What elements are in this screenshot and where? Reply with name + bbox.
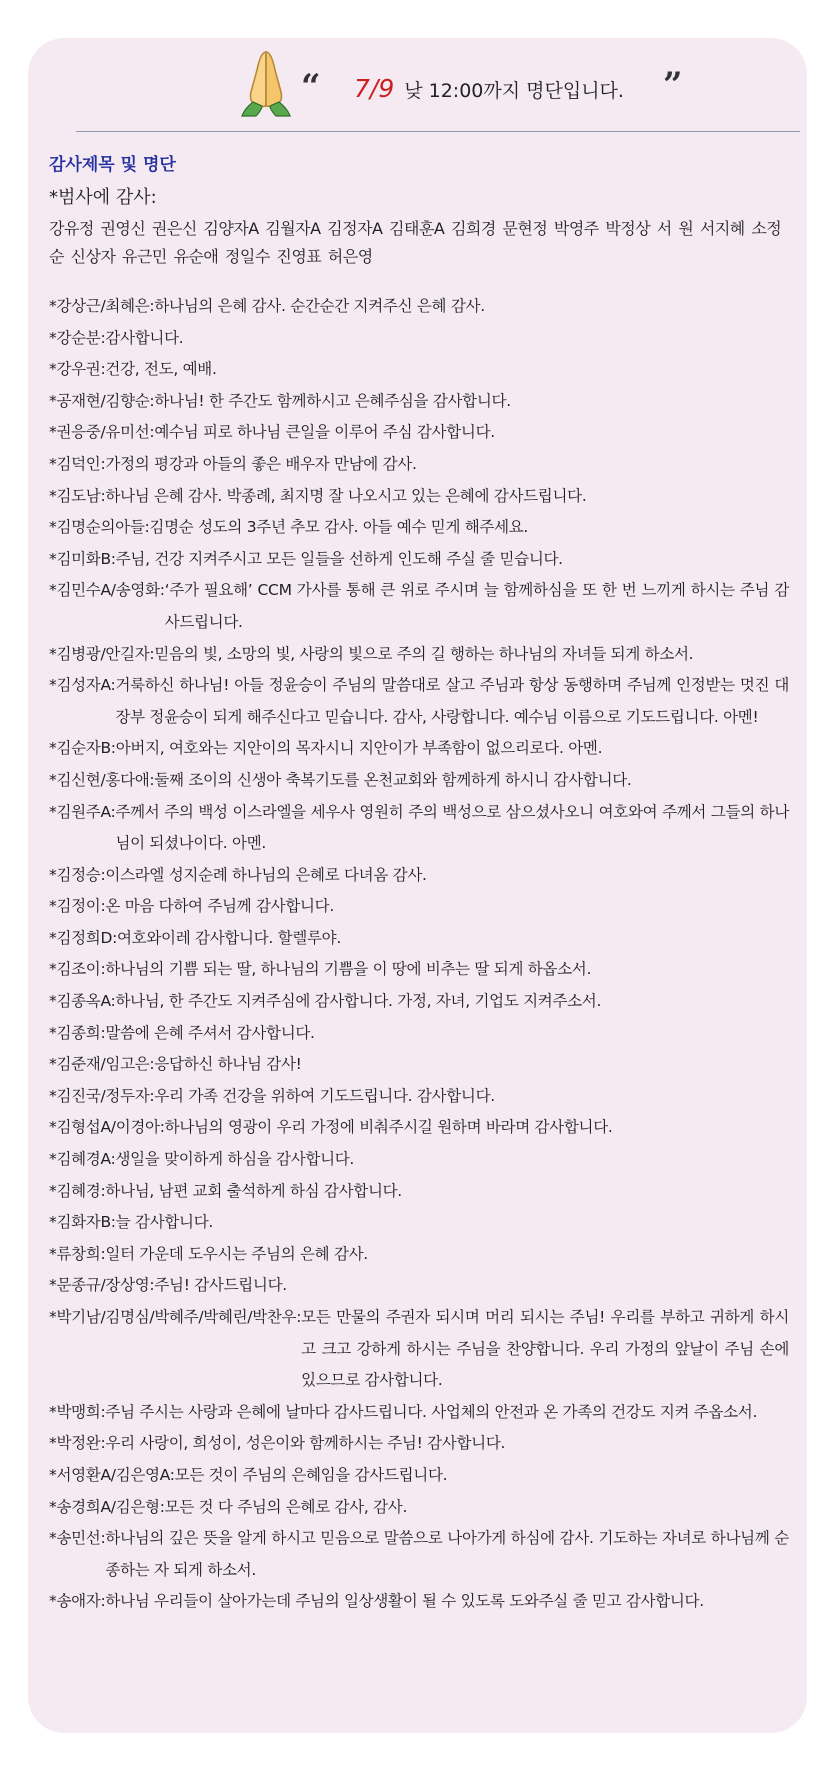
entry-name: *김준재/임고은: [49,1055,155,1074]
list-item [49,765,789,797]
entry-message: 하나님, 한 주간도 지켜주심에 감사합니다. 가정, 자녀, 기업도 지켜주소서. [115,992,602,1011]
entry-message: 주님, 건강 지켜주시고 모든 일들을 선하게 인도해 주실 줄 믿습니다. [115,549,563,568]
list-item [49,1397,789,1429]
divider [76,131,800,132]
entry-name: *송애자: [49,1592,106,1611]
list-item [49,1492,789,1524]
list-item [49,386,789,418]
entry-message: 가정의 평강과 아들의 좋은 배우자 만남에 감사. [105,454,417,473]
list-item [49,1081,789,1113]
list-item [49,1144,789,1176]
entry-name: *김원주A: [49,802,116,821]
entry-message: 모든 것 다 주님의 은혜로 감사, 감사. [164,1497,408,1516]
entry-message: 응답하신 하나님 감사! [154,1055,302,1074]
list-item [49,544,789,576]
entry-message: 우리 가족 건강을 위하여 기도드립니다. 감사합니다. [154,1086,495,1105]
entry-name: *강순분: [49,328,106,347]
entry-message: 모든 것이 주님의 은혜임을 감사드립니다. [174,1465,448,1484]
entry-name: *서영환A/김은영A: [49,1465,175,1484]
list-item [49,1523,789,1586]
entry-name: *김덕인: [49,454,106,473]
entry-list [49,291,789,1618]
entry-message: 말씀에 은혜 주셔서 감사합니다. [105,1023,315,1042]
list-item [49,1176,789,1208]
list-item [49,1302,789,1397]
list-item [49,417,789,449]
entry-message: 이스라엘 성지순례 하나님의 은혜로 다녀옴 감사. [105,865,427,884]
entry-name: *박맹희: [49,1402,106,1421]
entry-message: 거룩하신 하나님! 아들 정윤승이 주님의 말씀대로 살고 주님과 항상 동행하며 주님께 인정받는 멋진 대장부 정윤승이 되게 해주신다고 믿습니다. 감사, 사랑합니다. 예수님 이름으로 기도드립니다. 아멘! [115,676,789,726]
entry-message: 생일을 맞이하게 하심을 감사합니다. [115,1150,355,1169]
entry-message: 하나님의 영광이 우리 가정에 비춰주시길 원하며 바라며 감사합니다. [164,1118,613,1137]
entry-name: *김신현/홍다애: [49,770,155,789]
entry-name: *김미화B: [49,549,116,568]
header [56,38,779,134]
entry-name: *김순자B: [49,739,116,758]
entry-name: *김정승: [49,865,106,884]
entry-message: 여호와이레 감사합니다. 할렐루야. [117,928,341,947]
list-item [49,891,789,923]
list-item [49,860,789,892]
deadline-date: 7/9 [354,74,395,103]
list-item [49,354,789,386]
entry-name: *김혜경A: [49,1150,116,1169]
entry-message: 하나님 우리들이 살아가는데 주님의 일상생활이 될 수 있도록 도와주실 줄 믿고 감사합니다. [105,1592,704,1611]
entry-message: 아버지, 여호와는 지안이의 목자시니 지안이가 부족함이 없으리로다. 아멘. [115,739,603,758]
entry-name: *권응중/유미선: [49,423,155,442]
entry-message: 온 마음 다하여 주님께 감사합니다. [105,897,334,916]
list-item [49,670,789,733]
entry-message: 하나님, 남편 교회 출석하게 하심 감사합니다. [105,1181,402,1200]
entry-message: 하나님의 깊은 뜻을 알게 하시고 믿음으로 말씀으로 나아가게 하심에 감사. 기도하는 자녀로 하나님께 순종하는 자 되게 하소서. [105,1529,789,1579]
list-item [49,923,789,955]
entry-message: 둘째 조이의 신생아 축복기도를 온천교회와 함께하게 하시니 감사합니다. [154,770,632,789]
entry-message: 주님! 감사드립니다. [154,1276,287,1295]
praying-hands-icon [236,46,296,118]
entry-message: ‘주가 필요해’ CCM 가사를 통해 큰 위로 주시며 늘 함께하심을 또 한 번 느끼게 하시는 주님 감사드립니다. [164,581,789,631]
list-item [49,1270,789,1302]
list-item [49,1428,789,1460]
quote-open-mark: “ [301,67,321,107]
content [49,150,789,1618]
list-item [49,1207,789,1239]
entry-message: 하나님의 기쁨 되는 딸, 하나님의 기쁨을 이 땅에 비추는 딸 되게 하옵소서. [105,960,592,979]
list-item [49,1049,789,1081]
entry-name: *김도남: [49,486,106,505]
deadline-notice [354,74,624,103]
entry-name: *김혜경: [49,1181,106,1200]
entry-message: 하나님의 은혜 감사. 순간순간 지켜주신 은혜 감사. [154,297,485,315]
deadline-text: 낮 12:00까지 명단입니다. [404,80,624,102]
entry-message: 하나님! 한 주간도 함께하시고 은혜주심을 감사합니다. [154,391,511,410]
prayer-list-card [28,38,807,1733]
entry-name: *김민수A/송영화: [49,581,165,600]
entry-name: *김진국/정두자: [49,1086,155,1105]
list-item [49,733,789,765]
entry-message: 우리 사랑이, 희성이, 성은이와 함께하시는 주님! 감사합니다. [105,1434,506,1453]
general-thanks-heading: *범사에 감사: [49,187,157,208]
entry-name: *김정희D: [49,928,118,947]
list-item [49,1112,789,1144]
entry-message: 믿음의 빛, 소망의 빛, 사랑의 빛으로 주의 길 행하는 하나님의 자녀들 되게 하소서. [154,644,694,663]
entry-message: 하나님 은혜 감사. 박종례, 최지명 잘 나오시고 있는 은혜에 감사드립니다. [105,486,587,505]
entry-name: *김종옥A: [49,992,116,1011]
list-item [49,481,789,513]
entry-name: *류창희: [49,1244,106,1263]
entry-name: *김정이: [49,897,106,916]
entry-name: *김종희: [49,1023,106,1042]
entry-name: *강우권: [49,360,106,379]
entry-name: *김명순의아들: [49,518,150,537]
list-item [49,512,789,544]
entry-name: *김형섭A/이경아: [49,1118,165,1137]
entry-name: *송경희A/김은형: [49,1497,165,1516]
list-item [49,1586,789,1618]
entry-name: *김성자A: [49,676,116,695]
list-item [49,323,789,355]
entry-name: *김조이: [49,960,106,979]
entry-name: *강상근/최혜은: [49,297,155,315]
entry-name: *김병광/안길자: [49,644,155,663]
section-title: 감사제목 및 명단 [49,155,176,175]
list-item [49,797,789,860]
entry-message: 김명순 성도의 3주년 추모 감사. 아들 예수 믿게 해주세요. [149,518,529,537]
entry-name: *송민선: [49,1529,106,1548]
list-item [49,1018,789,1050]
list-item [49,986,789,1018]
quote-close-mark: ” [663,65,683,105]
entry-message: 건강, 전도, 예배. [105,360,217,379]
entry-name: *박기남/김명심/박혜주/박혜린/박찬우: [49,1308,302,1326]
list-item [49,575,789,638]
entry-name: *문종규/장상영: [49,1276,155,1295]
entry-message: 일터 가운데 도우시는 주님의 은혜 감사. [105,1244,368,1263]
entry-message: 감사합니다. [105,328,184,347]
entry-name: *김화자B: [49,1213,116,1232]
entry-message: 주께서 주의 백성 이스라엘을 세우사 영원히 주의 백성으로 삼으셨사오니 여호와여 주께서 그들의 하나님이 되셨나이다. 아멘. [115,802,789,853]
general-thanks-names: 강유정 권영신 권은신 김양자A 김월자A 김정자A 김태훈A 김희경 문현정 박영주 박정상 서 원 서지혜 소정순 신상자 유근민 유순애 정일수 진영표 허은영 [49,219,782,266]
list-item [49,1239,789,1271]
entry-message: 모든 만물의 주권자 되시며 머리 되시는 주님! 우리를 부하고 귀하게 하시고 크고 강하게 하시는 주님을 찬양합니다. 우리 가정의 앞날이 주님 손에 있으므로 감사합니다. [301,1308,789,1390]
list-item [49,954,789,986]
entry-message: 늘 감사합니다. [115,1213,214,1232]
entry-name: *공재현/김향순: [49,391,155,410]
entry-name: *박정완: [49,1434,106,1453]
list-item [49,449,789,481]
entry-message: 주님 주시는 사랑과 은혜에 날마다 감사드립니다. 사업체의 안전과 온 가족의 건강도 지켜 주옵소서. [105,1402,758,1421]
list-item [49,639,789,671]
list-item [49,291,789,323]
list-item [49,1460,789,1492]
entry-message: 예수님 피로 하나님 큰일을 이루어 주심 감사합니다. [154,423,495,442]
